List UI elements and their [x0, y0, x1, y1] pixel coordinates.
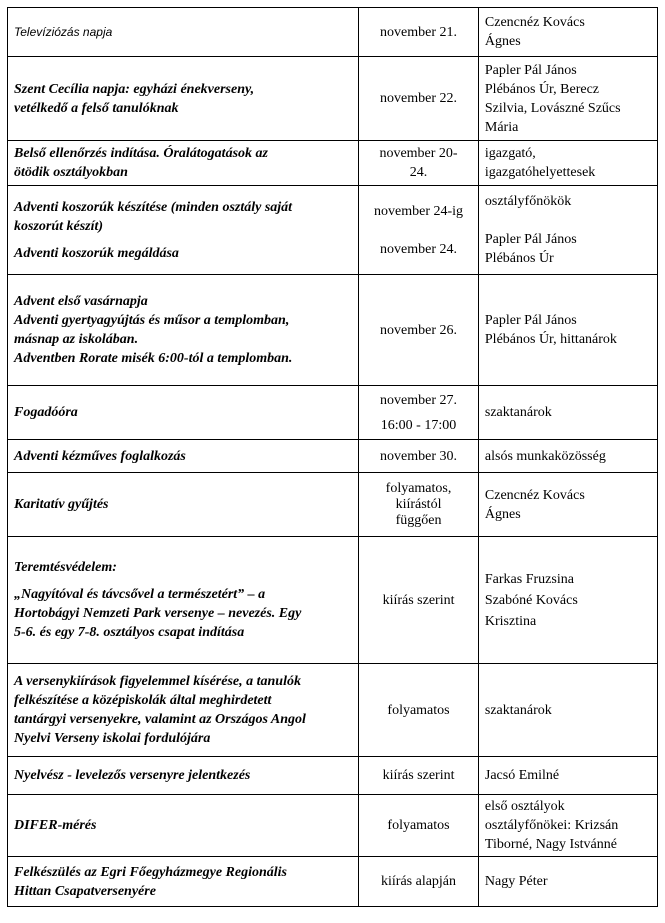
- event-text: Televíziózás napja: [14, 24, 113, 39]
- event-cell: [8, 795, 359, 857]
- responsible-cell: [478, 664, 657, 757]
- date-text: kiírás szerint: [382, 592, 455, 608]
- table-row: [8, 537, 658, 664]
- responsible-text: Plébános Úr: [484, 251, 554, 266]
- date-cell: [359, 57, 479, 141]
- responsible-cell: [478, 857, 657, 907]
- date-text: november 27.: [380, 392, 458, 408]
- event-text: DIFER-mérés: [14, 818, 97, 833]
- event-cell: [8, 57, 359, 141]
- responsible-text: Czencnéz Kovács: [484, 487, 585, 503]
- responsible-cell: [478, 757, 657, 795]
- date-text: folyamatos: [387, 818, 450, 833]
- date-cell: [359, 757, 479, 795]
- table-row: [8, 664, 658, 757]
- date-text: november 26.: [380, 322, 458, 338]
- responsible-text: Papler Pál János: [484, 62, 577, 78]
- table-row: [8, 440, 658, 473]
- schedule-table: [7, 7, 658, 907]
- event-text: Felkészülés az Egri Főegyházmegye Regionális: [14, 864, 287, 880]
- date-cell: [359, 8, 479, 57]
- event-text: Hortobágyi Nemzeti Park versenye – nevezés. Egy: [14, 606, 302, 621]
- date-text: függően: [395, 512, 442, 528]
- date-cell: [359, 186, 479, 275]
- responsible-text: igazgató,: [484, 146, 536, 161]
- responsible-cell: [478, 795, 657, 857]
- event-text: Hittan Csapatversenyére: [14, 883, 156, 899]
- event-cell: [8, 537, 359, 664]
- responsible-text: Papler Pál János: [484, 313, 577, 328]
- event-text: Teremtésvédelem:: [14, 560, 117, 575]
- date-cell: [359, 795, 479, 857]
- event-text: vetélkedő a felső tanulóknak: [14, 100, 179, 116]
- event-cell: [8, 275, 359, 386]
- responsible-text: Jacsó Emilné: [484, 768, 560, 783]
- event-text: Adventben Rorate misék 6:00-tól a templomban.: [14, 351, 293, 366]
- event-text: Belső ellenőrzés indítása. Óralátogatások az: [14, 146, 268, 161]
- table-row: [8, 57, 658, 141]
- table-row: [8, 857, 658, 907]
- responsible-cell: [478, 386, 657, 440]
- responsible-text: osztályfőnökök: [484, 194, 572, 209]
- event-text: Advent első vasárnapja: [14, 294, 148, 309]
- date-text: folyamatos: [387, 702, 450, 718]
- date-text: 16:00 - 17:00: [380, 417, 457, 433]
- responsible-cell: [478, 57, 657, 141]
- event-cell: [8, 8, 359, 57]
- event-cell: [8, 440, 359, 473]
- event-text: Adventi koszorúk készítése (minden osztály saját: [14, 199, 293, 215]
- event-cell: [8, 857, 359, 907]
- event-text: Nyelvi Verseny iskolai fordulójára: [14, 731, 211, 746]
- date-text: november 20-: [379, 146, 458, 161]
- table-row: [8, 275, 658, 386]
- responsible-text: első osztályok: [484, 799, 565, 814]
- event-text: 5-6. és egy 7-8. osztályos csapat indítása: [14, 625, 245, 640]
- date-cell: [359, 275, 479, 386]
- date-text: november 30.: [380, 448, 458, 464]
- responsible-text: Nagy Péter: [484, 874, 548, 889]
- event-text: „Nagyítóval és távcsővel a természetért” – a: [14, 587, 266, 602]
- responsible-text: Szabóné Kovács: [484, 592, 578, 608]
- table-row: [8, 757, 658, 795]
- date-cell: [359, 440, 479, 473]
- responsible-cell: [478, 8, 657, 57]
- responsible-cell: [478, 537, 657, 664]
- date-text: kiírástól: [395, 496, 442, 512]
- responsible-text: Szilvia, Lovászné Szűcs: [484, 100, 621, 116]
- responsible-text: szaktanárok: [484, 405, 552, 420]
- date-cell: [359, 386, 479, 440]
- event-text: másnap az iskolában.: [14, 332, 139, 347]
- event-text: Fogadóóra: [14, 405, 78, 420]
- date-cell: [359, 141, 479, 186]
- event-text: Karitatív gyűjtés: [14, 497, 109, 512]
- table-row: [8, 8, 658, 57]
- responsible-text: igazgatóhelyettesek: [484, 165, 596, 180]
- event-text: Adventi kézműves foglalkozás: [14, 448, 186, 464]
- responsible-text: Mária: [484, 119, 519, 135]
- date-text: november 21.: [380, 24, 458, 40]
- table-row: [8, 141, 658, 186]
- date-cell: [359, 473, 479, 537]
- responsible-text: Plébános Úr, hittanárok: [484, 332, 617, 347]
- responsible-text: szaktanárok: [484, 702, 552, 718]
- table-row: [8, 795, 658, 857]
- event-text: felkészítése a középiskolák által meghirdetett: [14, 693, 272, 708]
- date-text: november 22.: [380, 91, 458, 106]
- date-cell: [359, 537, 479, 664]
- event-cell: [8, 664, 359, 757]
- date-cell: [359, 857, 479, 907]
- event-cell: [8, 757, 359, 795]
- event-text: tantárgyi versenyekre, valamint az Országos Angol: [14, 712, 306, 727]
- responsible-text: Ágnes: [484, 34, 521, 49]
- table-row: [8, 473, 658, 537]
- event-text: A versenykiírások figyelemmel kísérése, a tanulók: [14, 674, 301, 689]
- event-text: ötödik osztályokban: [14, 165, 128, 180]
- event-text: Adventi gyertyagyújtás és műsor a templomban,: [14, 313, 290, 328]
- responsible-cell: [478, 186, 657, 275]
- event-text: koszorút készít): [14, 218, 104, 234]
- responsible-text: Krisztina: [484, 613, 537, 629]
- event-text: Nyelvész - levelezős versenyre jelentkezés: [14, 768, 251, 783]
- responsible-cell: [478, 275, 657, 386]
- date-text: kiírás szerint: [382, 768, 455, 783]
- event-cell: [8, 186, 359, 275]
- responsible-cell: [478, 141, 657, 186]
- date-text: 24.: [409, 165, 428, 180]
- responsible-text: Czencnéz Kovács: [484, 15, 585, 30]
- event-text: Adventi koszorúk megáldása: [14, 245, 179, 261]
- responsible-cell: [478, 473, 657, 537]
- responsible-cell: [478, 440, 657, 473]
- responsible-text: Farkas Fruzsina: [484, 571, 574, 587]
- table-row: [8, 186, 658, 275]
- responsible-text: Papler Pál János: [484, 232, 577, 247]
- date-text: folyamatos,: [385, 480, 452, 496]
- table-row: [8, 386, 658, 440]
- date-text: november 24-ig: [374, 203, 464, 219]
- event-cell: [8, 141, 359, 186]
- responsible-text: Tiborné, Nagy Istvánné: [484, 837, 617, 852]
- date-text: kiírás alapján: [381, 874, 457, 889]
- responsible-text: osztályfőnökei: Krizsán: [484, 818, 619, 833]
- event-text: Szent Cecília napja: egyházi énekverseny,: [14, 81, 255, 97]
- date-cell: [359, 664, 479, 757]
- responsible-text: Plébános Úr, Berecz: [484, 81, 600, 97]
- responsible-text: Ágnes: [484, 506, 521, 522]
- responsible-text: alsós munkaközösség: [484, 448, 606, 464]
- date-text: november 24.: [380, 241, 458, 257]
- event-cell: [8, 473, 359, 537]
- event-cell: [8, 386, 359, 440]
